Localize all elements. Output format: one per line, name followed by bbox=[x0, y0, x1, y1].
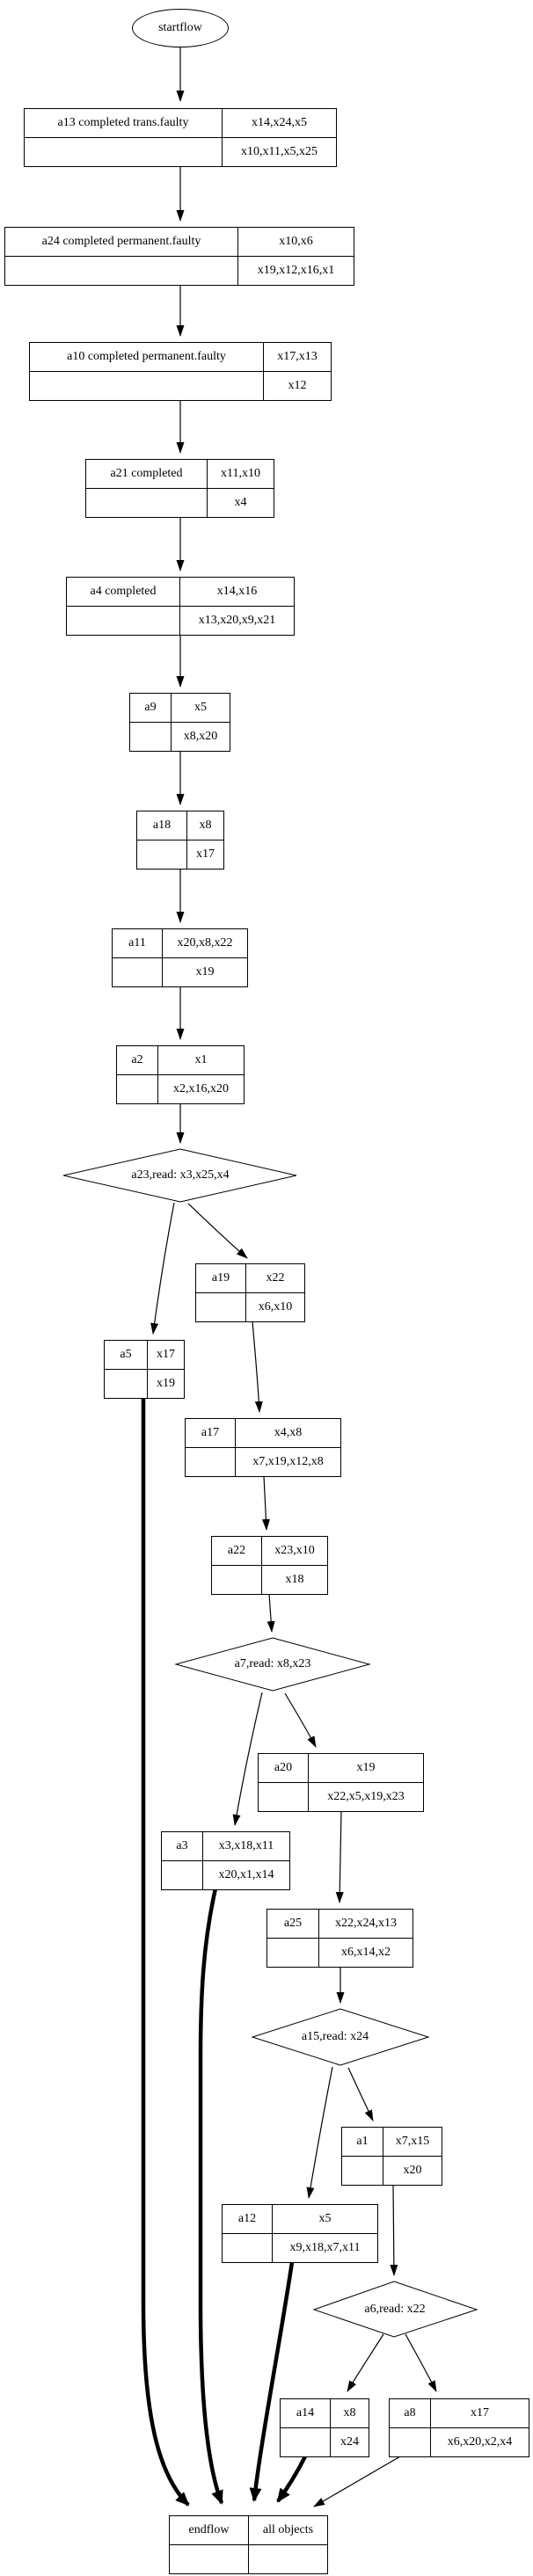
edge-a14-endflow bbox=[278, 2456, 305, 2501]
node-a21-top-right: x11,x10 bbox=[208, 460, 274, 489]
node-a13-title: a13 completed trans.faulty bbox=[25, 109, 223, 138]
node-a25-bottom-left bbox=[267, 1939, 319, 1968]
edge-a23-a5 bbox=[153, 1203, 174, 1334]
node-a18-top-right: x8 bbox=[187, 811, 224, 840]
node-a2-bottom-left bbox=[117, 1075, 158, 1104]
node-startflow-label: startflow bbox=[158, 21, 202, 34]
node-a20-title: a20 bbox=[259, 1754, 309, 1783]
node-a20 bbox=[258, 1753, 424, 1812]
node-a14-bottom-right: x24 bbox=[331, 2428, 369, 2457]
node-a17-bottom-left bbox=[186, 1448, 236, 1477]
node-a5-bottom-left bbox=[105, 1370, 148, 1399]
node-a14-title: a14 bbox=[281, 2399, 331, 2428]
edge-a15-a12 bbox=[309, 2067, 332, 2198]
node-a1-bottom-left bbox=[342, 2157, 383, 2186]
node-a4-title: a4 completed bbox=[67, 578, 180, 607]
edge-a19-a17 bbox=[252, 1321, 259, 1412]
node-a24-bottom-right: x19,x12,x16,x1 bbox=[238, 257, 354, 286]
node-a19-bottom-left bbox=[196, 1293, 246, 1322]
node-a10-title: a10 completed permanent.faulty bbox=[30, 343, 264, 372]
node-a4-bottom-left bbox=[67, 607, 180, 636]
node-a9-bottom-left bbox=[130, 723, 172, 752]
node-a22-bottom-left bbox=[212, 1566, 262, 1595]
node-a17 bbox=[185, 1418, 341, 1477]
node-a13 bbox=[24, 108, 337, 167]
edge-a6-a8 bbox=[405, 2334, 436, 2391]
node-a8-top-right: x17 bbox=[431, 2399, 529, 2428]
edge-a3-endflow bbox=[201, 1888, 222, 2503]
node-a18-bottom-left bbox=[137, 840, 187, 870]
node-endflow-title: endflow bbox=[170, 2516, 249, 2545]
node-a15-label: a15,read: x24 bbox=[301, 2030, 369, 2043]
node-a13-top-right: x14,x24,x5 bbox=[223, 109, 337, 138]
node-a2-title: a2 bbox=[117, 1046, 158, 1075]
node-a3 bbox=[161, 1831, 290, 1890]
edge-a15-a1 bbox=[348, 2068, 373, 2121]
node-a14-top-right: x8 bbox=[331, 2399, 369, 2428]
node-a1-bottom-right: x20 bbox=[383, 2157, 442, 2186]
node-a21 bbox=[85, 459, 274, 518]
node-a18-title: a18 bbox=[137, 811, 187, 840]
node-a11-top-right: x20,x8,x22 bbox=[163, 929, 248, 958]
node-a12-bottom-left bbox=[223, 2234, 273, 2263]
node-a13-bottom-left bbox=[25, 138, 223, 167]
node-a13-bottom-right: x10,x11,x5,x25 bbox=[223, 138, 337, 167]
node-a18 bbox=[136, 811, 224, 870]
node-a12-top-right: x5 bbox=[273, 2205, 378, 2234]
node-a6-label: a6,read: x22 bbox=[364, 2303, 426, 2316]
node-a19-bottom-right: x6,x10 bbox=[246, 1293, 305, 1322]
node-a17-top-right: x4,x8 bbox=[236, 1419, 341, 1448]
node-a5 bbox=[104, 1340, 185, 1399]
node-a19 bbox=[195, 1263, 305, 1322]
node-a5-bottom-right: x19 bbox=[148, 1370, 185, 1399]
node-a12-title: a12 bbox=[223, 2205, 273, 2234]
node-a20-bottom-left bbox=[259, 1783, 309, 1812]
edge-a1-a6 bbox=[393, 2185, 394, 2275]
node-a5-top-right: x17 bbox=[148, 1341, 185, 1370]
node-a10-top-right: x17,x13 bbox=[264, 343, 332, 372]
node-a10-bottom-left bbox=[30, 372, 264, 401]
node-a9-top-right: x5 bbox=[172, 694, 230, 723]
node-a2 bbox=[116, 1045, 245, 1104]
node-a3-top-right: x3,x18,x11 bbox=[203, 1832, 290, 1861]
edge-a7-a20 bbox=[285, 1693, 316, 1747]
node-a11-bottom-left bbox=[113, 958, 163, 987]
node-a1-top-right: x7,x15 bbox=[383, 2128, 442, 2157]
node-endflow-bottom-right bbox=[249, 2545, 328, 2574]
node-a25 bbox=[266, 1909, 413, 1968]
node-a21-title: a21 completed bbox=[86, 460, 208, 489]
node-a7-label: a7,read: x8,x23 bbox=[234, 1657, 311, 1670]
node-endflow bbox=[169, 2515, 328, 2574]
node-endflow-top-right: all objects bbox=[249, 2516, 328, 2545]
node-a3-bottom-right: x20,x1,x14 bbox=[203, 1861, 290, 1890]
node-startflow bbox=[132, 9, 229, 47]
node-a24-bottom-left bbox=[5, 257, 238, 286]
node-a3-title: a3 bbox=[162, 1832, 203, 1861]
node-a11 bbox=[112, 928, 248, 987]
node-a23-label: a23,read: x3,x25,x4 bbox=[131, 1168, 230, 1182]
edge-a6-a14 bbox=[347, 2334, 383, 2391]
node-a24-top-right: x10,x6 bbox=[238, 228, 354, 257]
node-a4-bottom-right: x13,x20,x9,x21 bbox=[180, 607, 295, 636]
edge-a12-endflow bbox=[254, 2262, 292, 2500]
node-a10 bbox=[29, 342, 332, 401]
node-a22-bottom-right: x18 bbox=[262, 1566, 328, 1595]
node-a12 bbox=[222, 2204, 378, 2263]
node-a5-title: a5 bbox=[105, 1341, 148, 1370]
node-a9-bottom-right: x8,x20 bbox=[172, 723, 230, 752]
node-a9 bbox=[129, 693, 230, 752]
node-a11-title: a11 bbox=[113, 929, 163, 958]
node-a3-bottom-left bbox=[162, 1861, 203, 1890]
node-a10-bottom-right: x12 bbox=[264, 372, 332, 401]
node-a8-bottom-right: x6,x20,x2,x4 bbox=[431, 2428, 529, 2457]
node-a22 bbox=[211, 1536, 328, 1595]
node-a21-bottom-right: x4 bbox=[208, 489, 274, 518]
node-a19-title: a19 bbox=[196, 1264, 246, 1293]
node-a20-top-right: x19 bbox=[309, 1754, 424, 1783]
node-a18-bottom-right: x17 bbox=[187, 840, 224, 870]
node-a22-title: a22 bbox=[212, 1537, 262, 1566]
node-a24-title: a24 completed permanent.faulty bbox=[5, 228, 238, 257]
node-a12-bottom-right: x9,x18,x7,x11 bbox=[273, 2234, 378, 2263]
node-a14 bbox=[280, 2398, 369, 2457]
node-a4 bbox=[66, 577, 295, 636]
node-a25-bottom-right: x6,x14,x2 bbox=[319, 1939, 413, 1968]
node-a1 bbox=[341, 2127, 442, 2186]
node-a22-top-right: x23,x10 bbox=[262, 1537, 328, 1566]
edge-a8-endflow bbox=[314, 2456, 400, 2507]
node-a14-bottom-left bbox=[281, 2428, 331, 2457]
node-a4-top-right: x14,x16 bbox=[180, 578, 295, 607]
node-a1-title: a1 bbox=[342, 2128, 383, 2157]
node-a2-top-right: x1 bbox=[158, 1046, 245, 1075]
edge-a20-a25 bbox=[340, 1811, 341, 1903]
node-a8 bbox=[389, 2398, 529, 2457]
node-a24 bbox=[4, 227, 354, 286]
edge-a17-a22 bbox=[264, 1476, 266, 1530]
node-a20-bottom-right: x22,x5,x19,x23 bbox=[309, 1783, 424, 1812]
node-a25-title: a25 bbox=[267, 1910, 319, 1939]
node-a19-top-right: x22 bbox=[246, 1264, 305, 1293]
edge-a23-a19 bbox=[188, 1204, 247, 1258]
edge-a5-endflow bbox=[143, 1398, 188, 2505]
node-a8-bottom-left bbox=[390, 2428, 431, 2457]
node-a17-bottom-right: x7,x19,x12,x8 bbox=[236, 1448, 341, 1477]
node-endflow-bottom-left bbox=[170, 2545, 249, 2574]
node-a21-bottom-left bbox=[86, 489, 208, 518]
node-a17-title: a17 bbox=[186, 1419, 236, 1448]
node-a25-top-right: x22,x24,x13 bbox=[319, 1910, 413, 1939]
node-a8-title: a8 bbox=[390, 2399, 431, 2428]
node-a9-title: a9 bbox=[130, 694, 172, 723]
edge-a22-a7 bbox=[269, 1594, 272, 1632]
node-a2-bottom-right: x2,x16,x20 bbox=[158, 1075, 245, 1104]
node-a11-bottom-right: x19 bbox=[163, 958, 248, 987]
